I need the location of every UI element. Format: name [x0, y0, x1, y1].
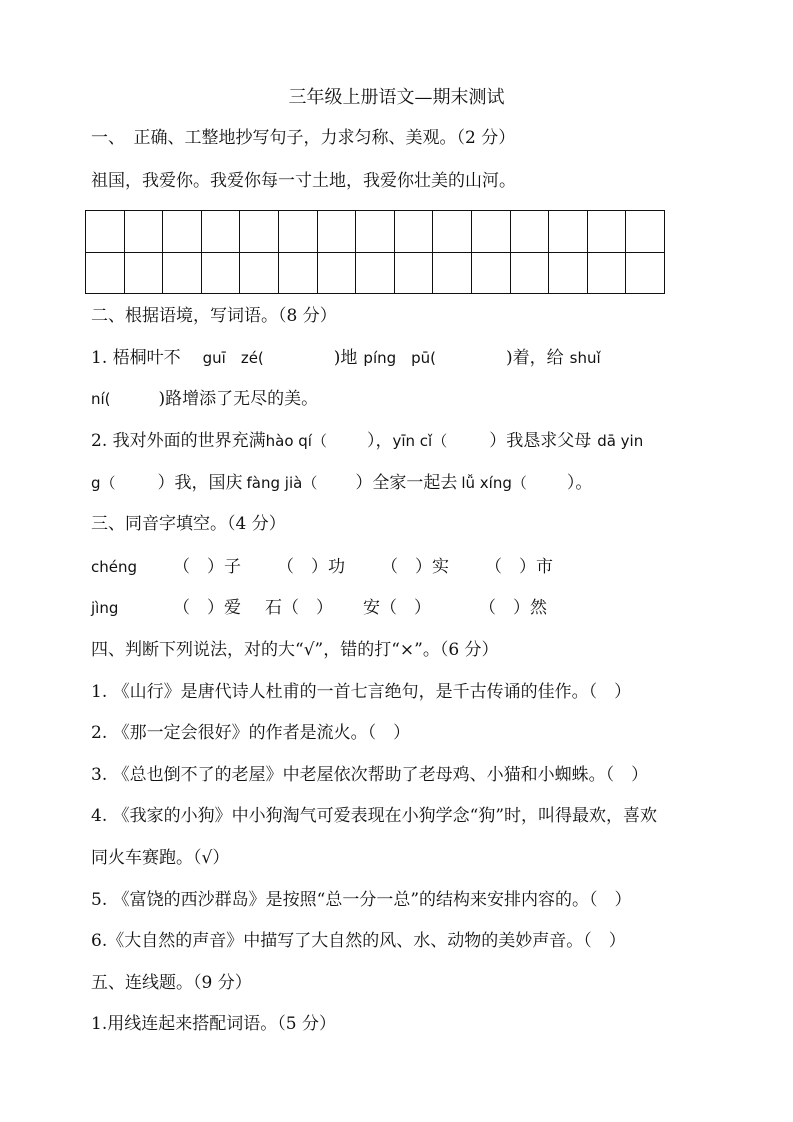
pinyin: shuǐ	[569, 349, 601, 367]
blank-item: （ ）然	[479, 598, 547, 618]
section-4-heading: 四、判断下列说法，对的大“√”，错的打“×”。（6 分）	[91, 640, 499, 660]
question-2-1-line-2	[91, 387, 705, 411]
question-2-2-line-1	[91, 429, 705, 453]
pinyin: yīn cǐ（	[392, 432, 448, 450]
pinyin: dā yin	[597, 432, 644, 450]
blank-item: 安（ ）	[363, 598, 431, 618]
text: ）我恳求父母	[489, 431, 592, 451]
pinyin: fàng jià（	[246, 474, 318, 492]
judge-item-4: 4. 《我家的小狗》中小狗淘气可爱表现在小狗学念“狗”时，叫得最欢，喜欢	[91, 806, 658, 826]
pinyin: guī zé(	[202, 349, 264, 367]
text: )着，给	[506, 348, 564, 368]
text: 2. 我对外面的世界充满	[91, 431, 266, 451]
page-title: 三年级上册语文—期末测试	[288, 87, 505, 108]
section-5-heading: 五、连线题。（9 分）	[91, 973, 252, 993]
judge-item-2: 2. 《那一定会很好》的作者是流火。（ ）	[91, 723, 411, 743]
grid-row	[86, 252, 665, 294]
text: ）。	[566, 473, 593, 493]
text: )地	[333, 348, 358, 368]
blank-item: 石（ ）	[265, 598, 333, 618]
text: ）全家一起去	[355, 473, 458, 493]
judge-item-3: 3. 《总也倒不了的老屋》中老屋依次帮助了老母鸡、小猫和小蜘蛛。（ ）	[91, 765, 649, 785]
pinyin: píng pū(	[363, 349, 437, 367]
blank-item: （ ）实	[381, 557, 449, 577]
text: )路增添了无尽的美。	[158, 389, 319, 409]
judge-item-6: 6.《大自然的声音》中描写了大自然的风、水、动物的美妙声音。（ ）	[91, 931, 626, 951]
judge-item-4-cont: 同火车赛跑。（√）	[91, 848, 230, 868]
pinyin: ní(	[91, 390, 111, 408]
question-2-2-line-2	[91, 471, 705, 495]
section-3-heading: 三、同音字填空。（4 分）	[91, 514, 286, 534]
grid-row	[86, 211, 665, 253]
homophone-row-1	[91, 555, 705, 579]
section-1-heading: 一、 正确、工整地抄写句子，力求匀称、美观。（2 分）	[91, 128, 516, 148]
pinyin: lǚ xíng（	[461, 474, 527, 492]
homophone-row-2	[91, 596, 705, 620]
text: ），	[366, 431, 393, 451]
copy-sentence: 祖国，我爱你。我爱你每一寸土地，我爱你壮美的山河。	[91, 171, 516, 191]
section-5-sub-1: 1.用线连起来搭配词语。（5 分）	[91, 1014, 336, 1034]
judge-item-5: 5. 《富饶的西沙群岛》是按照“总一分一总”的结构来安排内容的。（ ）	[91, 890, 632, 910]
section-2-heading: 二、根据语境，写词语。（8 分）	[91, 306, 337, 326]
text: ）我，国庆	[157, 473, 243, 493]
judge-item-1: 1. 《山行》是唐代诗人杜甫的一首七言绝句，是千古传诵的佳作。（ ）	[91, 682, 632, 702]
pinyin: chéng	[91, 558, 138, 576]
writing-grid[interactable]	[85, 210, 665, 294]
blank-item: （ ）子	[173, 557, 241, 577]
blank-item: （ ）市	[485, 557, 553, 577]
pinyin: g（	[91, 474, 116, 492]
blank-item: （ ）爱	[173, 598, 241, 618]
text: 1. 梧桐叶不	[91, 348, 181, 368]
pinyin: hào qí（	[265, 432, 327, 450]
blank-item: （ ）功	[277, 557, 345, 577]
pinyin: jìng	[91, 599, 119, 617]
question-2-1-line-1	[91, 346, 705, 370]
